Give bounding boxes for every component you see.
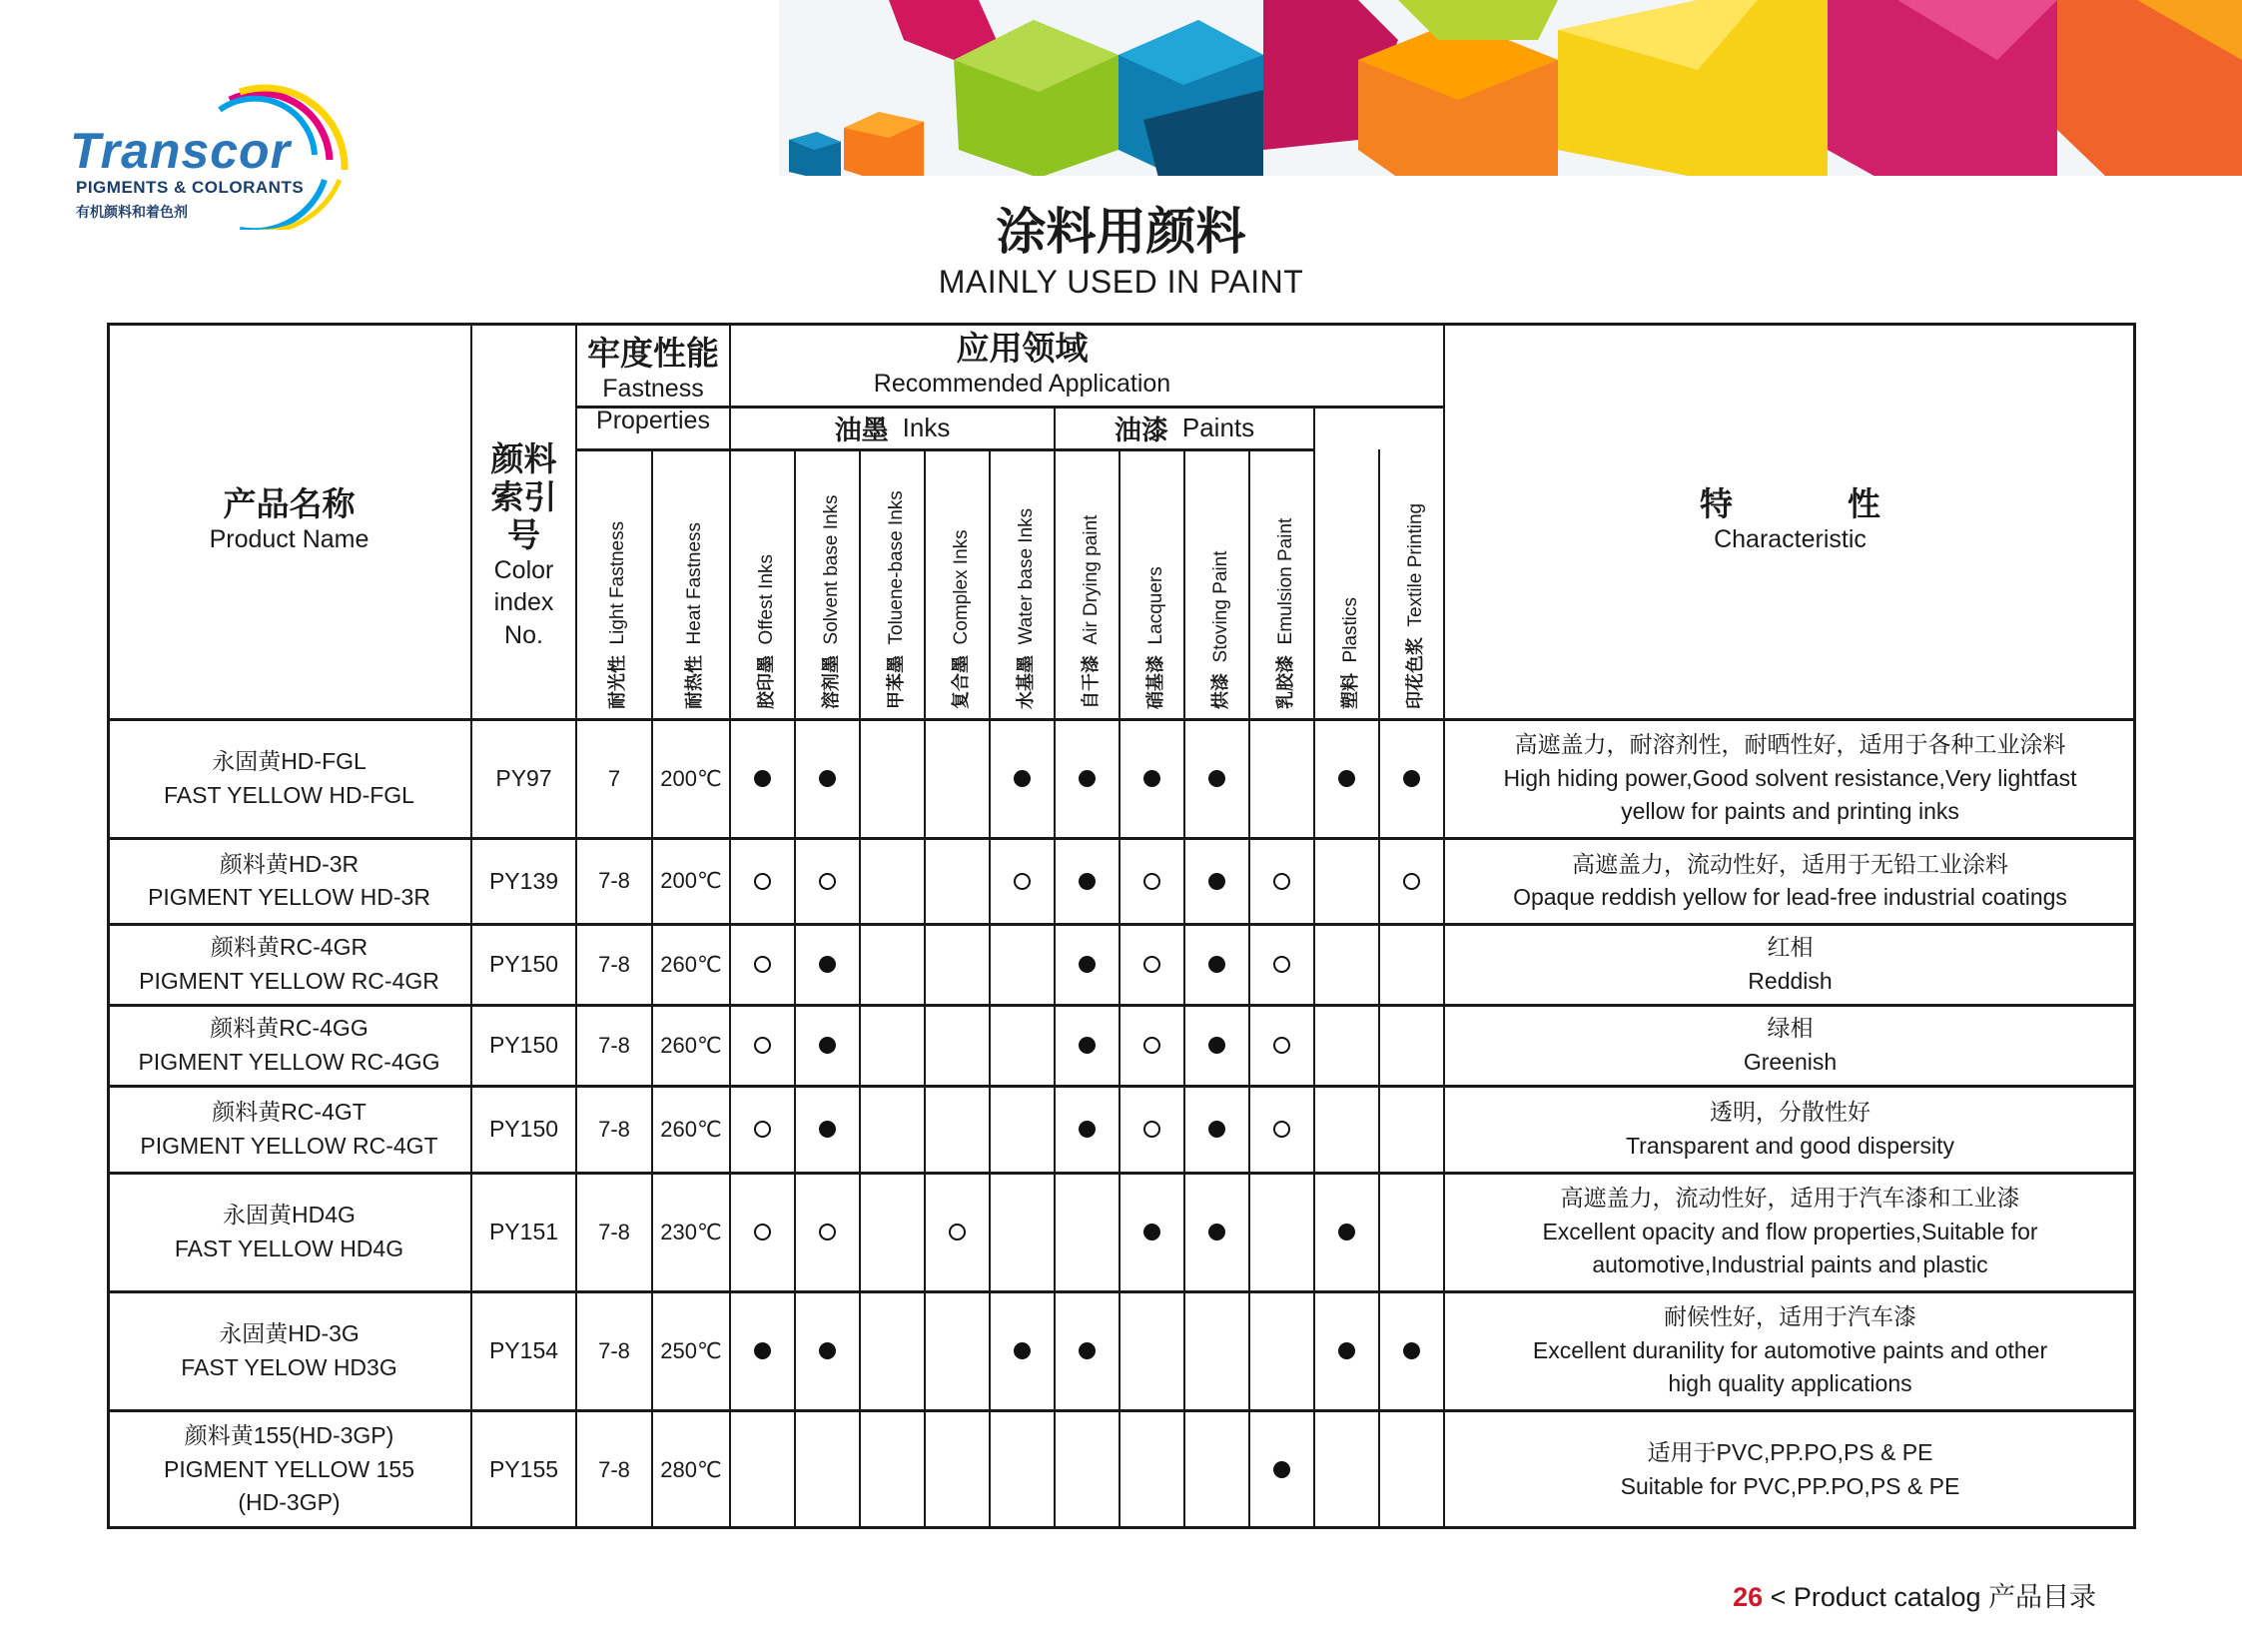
filled-dot-icon [1273,1461,1290,1478]
column-header-cn: 溶剂墨 [820,655,842,709]
filled-dot-icon [1014,1342,1031,1359]
filled-dot-icon [1014,770,1031,787]
light-fastness-cell: 7-8 [598,1116,630,1142]
characteristic-char-en: High hiding power,Good solvent resistance,Very lightfast [1503,764,2077,791]
column-header-en: Complex Inks [950,529,972,645]
color-index-cell: PY97 [495,765,552,791]
characteristic-char-cn: 红相 [1767,934,1814,961]
characteristic-header-cn: 特 性 [1700,484,1880,524]
column-header-3 [795,449,860,719]
characteristic-char-cn: 绿相 [1767,1015,1814,1042]
characteristic-header [1444,323,2136,719]
characteristic-cell [1444,1173,2136,1291]
product-name-en: PIGMENT YELLOW RC-4GR [139,967,439,994]
product-name-en: FAST YELLOW HD4G [174,1235,404,1261]
column-header-en: Emulsion Paint [1274,517,1296,645]
filled-dot-icon [1079,1121,1096,1138]
product-table [107,323,2136,1528]
hollow-dot-icon [1403,873,1420,890]
paints-header [1055,407,1314,449]
product-name-cell [107,1086,471,1173]
light-fastness-cell: 7-8 [598,1032,630,1058]
product-name-cell [107,838,471,924]
column-header-12 [1379,407,1444,719]
hollow-dot-icon [754,1121,771,1138]
characteristic-cell [1444,1410,2136,1529]
product-name-header-en: Product Name [209,525,370,554]
application-header-cn: 应用领域 [956,328,1089,368]
characteristic-char-en: Opaque reddish yellow for lead-free industrial coatings [1513,884,2067,910]
characteristic-header-en: Characteristic [1714,525,1867,554]
paints-header-en: Paints [1181,413,1255,442]
heat-fastness-cell: 280℃ [660,1456,722,1482]
hollow-dot-icon [1143,873,1160,890]
column-header-6 [990,449,1055,719]
characteristic-cell [1444,1291,2136,1410]
characteristic-char-en2: automotive,Industrial paints and plastic [1592,1251,1988,1278]
filled-dot-icon [1208,1037,1225,1054]
page-number: 26 [1733,1582,1764,1612]
product-name-en: PIGMENT YELLOW 155 [164,1455,414,1482]
filled-dot-icon [1338,770,1355,787]
column-header-cn: 印花色浆 [1404,637,1426,709]
product-name-cell [107,1005,471,1086]
column-header-en: Textile Printing [1404,502,1426,627]
product-name-cn: 永固黄HD-FGL [212,748,367,775]
hollow-dot-icon [1014,873,1031,890]
filled-dot-icon [819,1037,836,1054]
column-header-5 [925,449,990,719]
hollow-dot-icon [819,873,836,890]
hollow-dot-icon [1273,873,1290,890]
hollow-dot-icon [754,873,771,890]
characteristic-char-cn: 高遮盖力，流动性好，适用于无铅工业涂料 [1572,850,2008,877]
color-index-cell: PY150 [488,1032,559,1058]
filled-dot-icon [1208,956,1225,973]
color-index-cell: PY151 [488,1219,559,1244]
characteristic-char-cn: 高遮盖力，耐溶剂性，耐晒性好，适用于各种工业涂料 [1514,731,2066,758]
product-name-cell [107,1410,471,1529]
product-name-en: PIGMENT YELLOW HD-3R [148,884,430,910]
filled-dot-icon [1079,770,1096,787]
column-header-cn: 烘漆 [1209,673,1231,709]
product-name-en: PIGMENT YELLOW RC-4GT [140,1132,438,1159]
hollow-dot-icon [1143,1121,1160,1138]
fastness-header-cn: 牢度性能 [587,334,719,374]
product-name-en: FAST YELOW HD3G [181,1353,397,1380]
column-header-11 [1314,407,1379,719]
color-index-header [471,323,576,719]
column-header-en: Heat Fastness [684,521,705,645]
filled-dot-icon [819,770,836,787]
column-header-cn: 耐热性 [684,655,705,709]
light-fastness-cell: 7-8 [598,1456,630,1482]
application-header-en: Recommended Application [873,369,1171,398]
hollow-dot-icon [754,1224,771,1240]
page-title-en: MAINLY USED IN PAINT [938,264,1304,300]
filled-dot-icon [1208,873,1225,890]
inks-header [730,407,1055,449]
product-name-cell [107,1291,471,1410]
characteristic-char-cn: 适用于PVC,PP.PO,PS & PE [1647,1439,1933,1466]
column-header-cn: 胶印墨 [755,655,777,709]
inks-header-cn: 油墨 [834,415,889,446]
product-name-cn: 颜料黄RC-4GT [212,1099,367,1126]
page-footer [1733,1575,2096,1614]
heat-fastness-cell: 260℃ [660,1116,722,1142]
filled-dot-icon [1208,1224,1225,1240]
product-name-cn: 永固黄HD-3G [219,1320,360,1347]
fastness-header-en: Fastness Properties [596,374,710,435]
filled-dot-icon [1079,1342,1096,1359]
brand-name: Transcor [70,123,292,179]
fastness-header [576,323,730,449]
column-header-en: Lacquers [1144,566,1166,645]
column-header-cn: 塑料 [1339,673,1361,709]
filled-dot-icon [754,770,771,787]
column-header-8 [1120,449,1184,719]
light-fastness-cell: 7-8 [598,868,630,893]
brand-subtitle: PIGMENTS & COLORANTS [76,178,305,197]
characteristic-char-cn: 耐候性好，适用于汽车漆 [1664,1303,1916,1330]
hollow-dot-icon [754,1037,771,1054]
light-fastness-cell: 7-8 [598,1337,630,1363]
column-header-9 [1184,449,1249,719]
hollow-dot-icon [1273,1037,1290,1054]
column-header-en: Water base Inks [1015,507,1037,645]
heat-fastness-cell: 260℃ [660,1032,722,1058]
characteristic-char-en2: high quality applications [1668,1370,1912,1397]
product-name-cell [107,1173,471,1291]
product-name-header [107,323,471,719]
hollow-dot-icon [1143,956,1160,973]
column-header-en: Offest Inks [755,553,777,645]
heat-fastness-cell: 250℃ [660,1337,722,1363]
hollow-dot-icon [1273,956,1290,973]
column-header-4 [860,449,925,719]
column-header-en: Plastics [1339,596,1361,663]
heat-fastness-cell: 200℃ [660,868,722,893]
color-index-header-en: Color index No. [493,555,554,649]
hollow-dot-icon [1273,1121,1290,1138]
product-name-cell [107,719,471,838]
filled-dot-icon [1403,1342,1420,1359]
characteristic-cell [1444,719,2136,838]
hollow-dot-icon [1143,1037,1160,1054]
characteristic-char-cn: 透明，分散性好 [1710,1099,1870,1126]
color-index-cell: PY154 [488,1337,559,1363]
hollow-dot-icon [754,956,771,973]
characteristic-cell [1444,924,2136,1005]
filled-dot-icon [1208,770,1225,787]
column-header-en: Toluene-base Inks [885,490,907,645]
column-header-en: Solvent base Inks [820,494,842,645]
characteristic-char-en: Transparent and good dispersity [1625,1132,1954,1159]
column-header-cn: 水基墨 [1015,655,1037,709]
characteristic-char-en: Greenish [1743,1048,1838,1075]
filled-dot-icon [819,1342,836,1359]
characteristic-char-en: Suitable for PVC,PP.PO,PS & PE [1620,1472,1960,1499]
column-header-en: Air Drying paint [1080,514,1102,645]
characteristic-cell [1444,1086,2136,1173]
color-index-cell: PY150 [488,951,559,977]
column-header-cn: 乳胶漆 [1274,655,1296,709]
color-index-cell: PY150 [488,1116,559,1142]
column-header-cn: 自干漆 [1080,655,1102,709]
product-name-cn: 颜料黄HD-3R [219,850,360,877]
light-fastness-cell: 7 [607,765,621,791]
filled-dot-icon [1338,1342,1355,1359]
column-header-1 [652,449,730,719]
column-header-7 [1055,449,1120,719]
characteristic-char-cn: 高遮盖力，流动性好，适用于汽车漆和工业漆 [1560,1185,2020,1212]
product-name-cn: 颜料黄RC-4GR [210,934,369,961]
product-name-cn: 颜料黄155(HD-3GP) [184,1422,394,1449]
color-index-cell: PY155 [488,1456,559,1482]
heat-fastness-cell: 200℃ [660,765,722,791]
product-name-en: PIGMENT YELLOW RC-4GG [138,1048,440,1075]
hollow-dot-icon [819,1224,836,1240]
filled-dot-icon [819,1121,836,1138]
product-name-cn: 永固黄HD4G [223,1202,356,1229]
heat-fastness-cell: 230℃ [660,1219,722,1244]
column-header-10 [1249,449,1314,719]
heat-fastness-cell: 260℃ [660,951,722,977]
column-header-cn: 甲苯墨 [885,655,907,709]
color-index-cell: PY139 [488,867,559,894]
filled-dot-icon [1079,1037,1096,1054]
product-name-header-cn: 产品名称 [223,484,356,524]
column-header-cn: 硝基漆 [1144,655,1166,709]
filled-dot-icon [819,956,836,973]
light-fastness-cell: 7-8 [598,1219,630,1244]
characteristic-char-en: Excellent opacity and flow properties,Suitable for [1542,1218,2038,1244]
filled-dot-icon [754,1342,771,1359]
product-name-cell [107,924,471,1005]
filled-dot-icon [1403,770,1420,787]
page-title-cn: 涂料用颜料 [996,203,1246,261]
column-header-cn: 复合墨 [950,655,972,709]
product-name-en2: (HD-3GP) [238,1489,341,1516]
characteristic-cell [1444,838,2136,924]
product-name-en: FAST YELLOW HD-FGL [164,781,414,808]
footer-text: < Product catalog 产品目录 [1763,1582,2096,1612]
characteristic-char-en: Reddish [1748,967,1833,994]
column-header-0 [576,449,652,719]
filled-dot-icon [1208,1121,1225,1138]
characteristic-char-en2: yellow for paints and printing inks [1621,798,1959,825]
filled-dot-icon [1338,1224,1355,1240]
brand-subtitle-cn: 有机颜料和着色剂 [76,204,188,220]
column-header-en: Stoving Paint [1209,550,1231,663]
light-fastness-cell: 7-8 [598,951,630,977]
column-header-2 [730,449,795,719]
filled-dot-icon [1143,1224,1160,1240]
inks-header-en: Inks [902,413,951,442]
product-name-cn: 颜料黄RC-4GG [210,1015,369,1042]
column-header-en: Light Fastness [607,520,628,645]
characteristic-char-en: Excellent duranility for automotive paints and other [1532,1336,2048,1363]
column-header-cn: 耐光性 [607,655,628,709]
filled-dot-icon [1079,873,1096,890]
characteristic-cell [1444,1005,2136,1086]
filled-dot-icon [1079,956,1096,973]
paints-header-cn: 油漆 [1114,415,1168,446]
hollow-dot-icon [949,1224,966,1240]
application-header [730,323,1314,407]
filled-dot-icon [1143,770,1160,787]
color-index-header-cn: 颜料索引号 [490,438,557,554]
